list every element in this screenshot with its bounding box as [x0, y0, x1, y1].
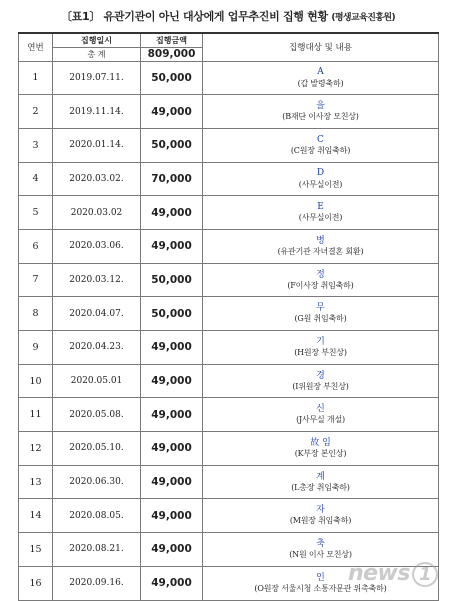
row-description: (N원 이사 모친상) — [289, 550, 352, 560]
table-row — [19, 297, 439, 331]
row-date: 2020.03.12. — [53, 263, 141, 297]
row-description: (I위원장 부친상) — [292, 381, 349, 391]
row-date: 2020.03.02 — [53, 196, 141, 230]
row-target: 정 — [316, 269, 325, 280]
row-target: 故 임 — [310, 437, 331, 448]
row-target: D — [316, 168, 325, 179]
row-date: 2020.09.16. — [53, 566, 141, 600]
table-row — [19, 61, 439, 95]
row-target: 기 — [316, 336, 325, 347]
row-detail — [203, 128, 439, 162]
title-source: (평생교육진흥원) — [331, 13, 395, 23]
row-amount: 50,000 — [141, 61, 203, 95]
row-amount: 49,000 — [141, 398, 203, 432]
row-amount: 49,000 — [141, 196, 203, 230]
row-amount: 49,000 — [141, 364, 203, 398]
row-date: 2019.11.14. — [53, 95, 141, 129]
row-target: 경 — [316, 370, 325, 381]
title-text: 〔표1〕 유관기관이 아닌 대상에게 업무추진비 집행 현황 — [61, 10, 328, 23]
row-date: 2020.03.06. — [53, 229, 141, 263]
row-detail — [203, 432, 439, 466]
row-no: 3 — [19, 128, 53, 162]
table-row — [19, 95, 439, 129]
row-no: 13 — [19, 465, 53, 499]
row-amount: 50,000 — [141, 263, 203, 297]
total-label: 총 계 — [53, 47, 141, 61]
row-amount: 49,000 — [141, 95, 203, 129]
row-date: 2020.04.23. — [53, 331, 141, 365]
row-no: 15 — [19, 533, 53, 567]
row-description: (K부장 본인상) — [294, 449, 347, 459]
row-detail — [203, 229, 439, 263]
row-target: 병 — [316, 235, 325, 246]
row-date: 2019.07.11. — [53, 61, 141, 95]
row-description: (유관기관 자녀결혼 회환) — [277, 246, 364, 256]
row-amount: 49,000 — [141, 432, 203, 466]
row-no: 1 — [19, 61, 53, 95]
row-no: 5 — [19, 196, 53, 230]
row-date: 2020.01.14. — [53, 128, 141, 162]
row-date: 2020.05.10. — [53, 432, 141, 466]
row-date: 2020.08.05. — [53, 499, 141, 533]
table-row — [19, 364, 439, 398]
row-detail — [203, 331, 439, 365]
row-amount: 49,000 — [141, 229, 203, 263]
header-date: 집행일시 — [53, 33, 141, 47]
row-no: 16 — [19, 566, 53, 600]
table-row — [19, 465, 439, 499]
row-description: (사무실이전) — [298, 179, 343, 189]
watermark-number: 1 — [412, 562, 438, 587]
table-row — [19, 229, 439, 263]
row-amount: 49,000 — [141, 465, 203, 499]
row-no: 10 — [19, 364, 53, 398]
row-no: 7 — [19, 263, 53, 297]
row-description: (J사무실 개설) — [296, 415, 345, 425]
table-body — [19, 61, 439, 600]
row-description: (M원장 취임축하) — [289, 516, 352, 526]
row-amount: 49,000 — [141, 331, 203, 365]
row-description: (B재단 이사장 모친상) — [282, 112, 359, 122]
row-target: 자 — [316, 505, 325, 516]
row-detail — [203, 162, 439, 196]
row-date: 2020.05.01 — [53, 364, 141, 398]
row-no: 6 — [19, 229, 53, 263]
row-target: 계 — [316, 471, 325, 482]
row-detail — [203, 297, 439, 331]
row-detail — [203, 95, 439, 129]
row-detail — [203, 61, 439, 95]
document-title — [0, 8, 456, 24]
row-amount: 50,000 — [141, 128, 203, 162]
row-description: (G원 취임축하) — [294, 314, 347, 324]
table-row — [19, 162, 439, 196]
row-description: (사무실이전) — [298, 213, 343, 223]
table-row — [19, 331, 439, 365]
header-no: 연번 — [19, 33, 53, 61]
row-target: C — [317, 134, 324, 145]
table-row — [19, 128, 439, 162]
row-date: 2020.05.08. — [53, 398, 141, 432]
table-row — [19, 432, 439, 466]
expense-table — [18, 32, 439, 601]
row-target: 축 — [316, 539, 325, 549]
row-detail — [203, 196, 439, 230]
row-no: 14 — [19, 499, 53, 533]
row-description: (갑 발령축하) — [297, 78, 344, 88]
row-date: 2020.08.21. — [53, 533, 141, 567]
row-description: (O원장 서울시청 소통자문관 위촉축하) — [254, 583, 387, 593]
row-detail — [203, 398, 439, 432]
row-amount: 50,000 — [141, 297, 203, 331]
row-detail — [203, 465, 439, 499]
row-description: (C원장 취임축하) — [290, 145, 351, 155]
row-detail — [203, 364, 439, 398]
row-amount: 49,000 — [141, 533, 203, 567]
row-no: 8 — [19, 297, 53, 331]
row-description: (H원장 부친상) — [294, 348, 347, 358]
row-no: 11 — [19, 398, 53, 432]
row-no: 2 — [19, 95, 53, 129]
row-no: 4 — [19, 162, 53, 196]
news1-watermark — [348, 561, 438, 586]
row-description: (L총장 취임축하) — [291, 482, 350, 492]
row-target: E — [317, 202, 324, 213]
table-row — [19, 499, 439, 533]
row-date: 2020.03.02. — [53, 162, 141, 196]
row-detail — [203, 263, 439, 297]
row-date: 2020.04.07. — [53, 297, 141, 331]
table-row — [19, 263, 439, 297]
total-amount: 809,000 — [141, 47, 203, 61]
row-amount: 49,000 — [141, 499, 203, 533]
watermark-brand: news — [347, 561, 410, 586]
header-detail: 집행대상 및 내용 — [203, 33, 439, 61]
row-amount: 49,000 — [141, 566, 203, 600]
header-amount: 집행금액 — [141, 33, 203, 47]
row-description: (F이사장 취임축하) — [287, 280, 354, 290]
table-row — [19, 196, 439, 230]
row-detail — [203, 499, 439, 533]
table-row — [19, 398, 439, 432]
row-target: 을 — [316, 101, 325, 112]
row-target: A — [317, 67, 324, 78]
table-header — [19, 33, 439, 61]
row-target: 신 — [316, 404, 325, 415]
row-no: 12 — [19, 432, 53, 466]
row-date: 2020.06.30. — [53, 465, 141, 499]
row-target: 인 — [316, 572, 325, 583]
row-amount: 70,000 — [141, 162, 203, 196]
row-target: 무 — [316, 303, 325, 314]
row-no: 9 — [19, 331, 53, 365]
